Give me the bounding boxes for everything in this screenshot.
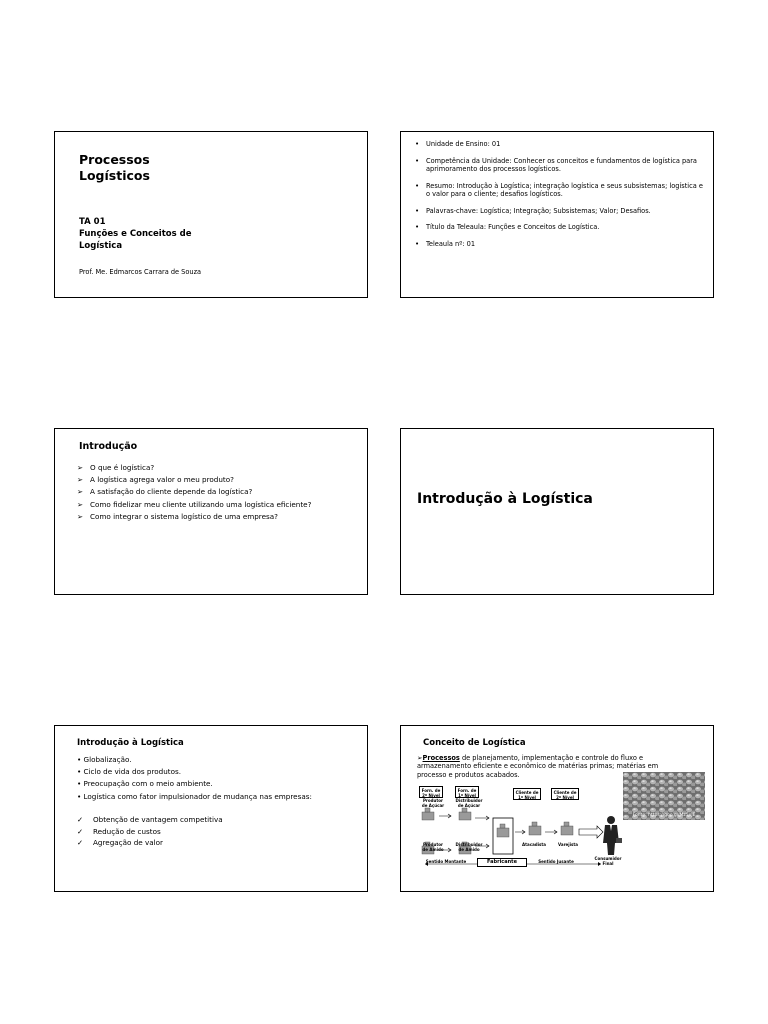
arrow-bullet-icon: ➢ xyxy=(417,754,423,762)
list-item: ➢ A logística agrega valor o meu produto? xyxy=(77,474,311,486)
arrow-bullet-icon: ➢ xyxy=(77,487,84,497)
title-line-1: Processos xyxy=(79,152,150,167)
arrow-bullet-icon: ➢ xyxy=(77,463,84,472)
photo-caption: Fonte: https://goo.gl/Mz5xjE xyxy=(632,813,696,818)
arrow-bullet-icon: ➢ xyxy=(77,475,84,485)
cliente-2-nivel-box: Cliente de 2º Nível xyxy=(551,788,579,800)
check-list xyxy=(77,814,223,849)
title-line-2: Logísticos xyxy=(79,168,150,183)
slide-heading: Introdução à Logística xyxy=(77,738,184,748)
sentido-jusante-label: Sentido Jusante xyxy=(538,859,574,864)
list-item: ✓ Agregação de valor xyxy=(77,838,163,847)
subtitle-line-2: Logística xyxy=(79,241,123,251)
list-item: ➢ Como integrar o sistema logístico de uma empresa? xyxy=(77,511,311,523)
distribuidor-amido-label: Distribuidor de Amido xyxy=(455,842,483,852)
list-item: ✓ Redução de custos xyxy=(77,826,161,836)
section-title: Introdução à Logística xyxy=(417,491,593,507)
arrow-bullet-icon: ➢ xyxy=(77,499,84,509)
author: Prof. Me. Edmarcos Carrara de Souza xyxy=(79,268,202,276)
forn-1-nivel-box: Forn. de 1º Nível xyxy=(455,786,479,798)
produtor-acucar-label: Produtor de Açúcar xyxy=(421,798,445,808)
distribuidor-acucar-label: Distribuidor de Açúcar xyxy=(455,798,483,808)
list-item: • Título da Teleaula: Funções e Conceitos de Logística. xyxy=(415,223,705,232)
list-item: ➢ O que é logística? xyxy=(77,462,311,474)
slide-introducao-logistica xyxy=(54,725,368,892)
list-item: ➢ A satisfação do cliente depende da logística? xyxy=(77,486,311,498)
produtor-amido-label: Produtor de Amido xyxy=(422,842,444,852)
ta-code: TA 01 xyxy=(79,217,106,227)
info-list xyxy=(415,140,705,256)
check-icon: ✓ xyxy=(77,838,84,847)
fabricante-box: Fabricante xyxy=(477,858,527,867)
slide-unit-info xyxy=(400,131,714,298)
question-list xyxy=(77,462,311,523)
list-item: • Ciclo de vida dos produtos. xyxy=(77,767,182,777)
list-item: ✓ Obtenção de vantagem competitiva xyxy=(77,815,223,824)
check-icon: ✓ xyxy=(77,826,84,836)
slide-heading: Conceito de Logística xyxy=(423,738,526,748)
atacadista-label: Atacadista xyxy=(521,842,546,847)
varejista-label: Varejista xyxy=(558,842,578,847)
list-item: • Globalização. xyxy=(77,755,132,764)
forn-2-nivel-box: Forn. de 2º Nível xyxy=(419,786,443,798)
list-item: ➢ Como fidelizar meu cliente utilizando uma logística eficiente? xyxy=(77,499,311,511)
consumidor-final-label: Consumidor Final xyxy=(594,856,622,866)
slide-title xyxy=(54,131,368,298)
sentido-montante-label: Sentido Montante xyxy=(425,859,467,864)
list-item: • Resumo: Introdução à Logística; integração logística e seus subsistemas; logística e o valor para o cliente; desafios logísticos. xyxy=(415,182,705,199)
slide-introducao xyxy=(54,428,368,595)
list-item: • Preocupação com o meio ambiente. xyxy=(77,779,213,789)
slide-heading: Introdução xyxy=(79,441,138,452)
definition-text: ➢Processos de planejamento, implementação e controle do fluxo e armazenamento eficiente e econômico de matérias primas; matérias em processo e produtos acabados. xyxy=(417,754,659,779)
subtitle-line-1: Funções e Conceitos de xyxy=(79,229,192,239)
list-item: • Unidade de Ensino: 01 xyxy=(415,140,705,149)
slide-section-title xyxy=(400,428,714,595)
list-item: • Teleaula nº: 01 xyxy=(415,240,705,249)
arrow-bullet-icon: ➢ xyxy=(77,511,84,521)
cliente-1-nivel-box: Cliente de 1º Nível xyxy=(513,788,541,800)
slide-conceito-logistica xyxy=(400,725,714,892)
list-item: • Palavras-chave: Logística; Integração; Subsistemas; Valor; Desafios. xyxy=(415,207,705,216)
check-icon: ✓ xyxy=(77,815,84,824)
bullet-list xyxy=(77,754,312,803)
list-item: • Logística como fator impulsionador de mudança nas empresas: xyxy=(77,791,312,801)
list-item: • Competência da Unidade: Conhecer os conceitos e fundamentos de logística para aprimoramento dos processos logísticos. xyxy=(415,157,705,174)
